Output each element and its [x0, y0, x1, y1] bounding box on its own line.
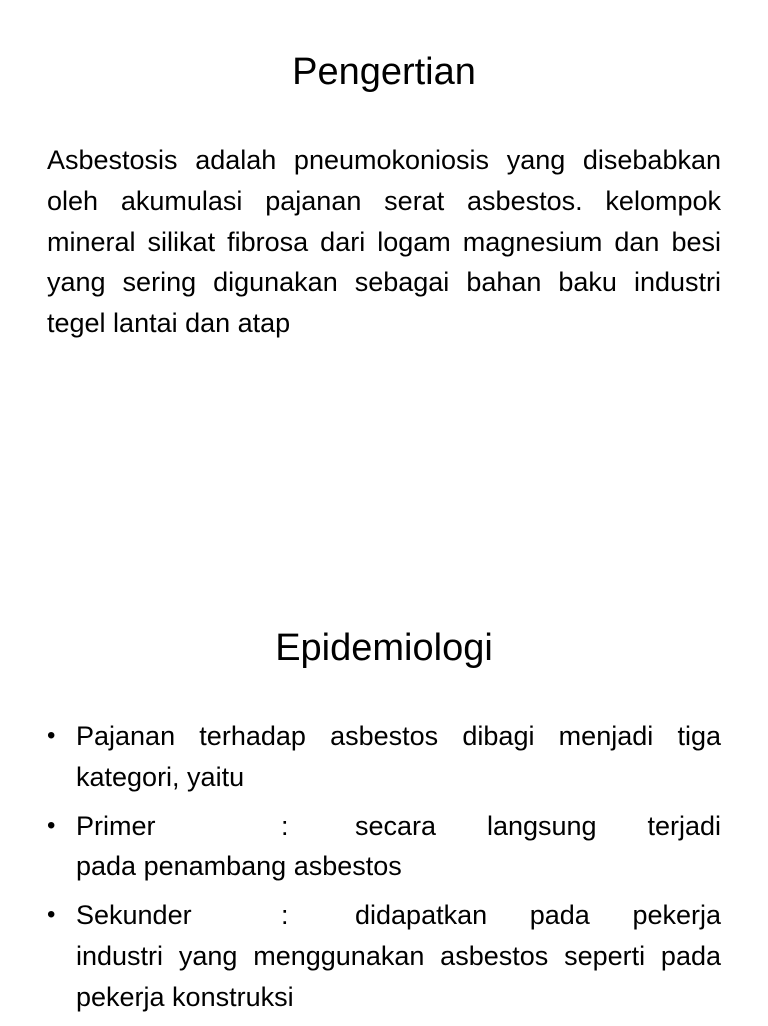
bullet-first-line-text: didapatkan pada pekerja	[355, 900, 721, 931]
bullet-icon: •	[47, 722, 56, 749]
definition-paragraph: Asbestosis adalah pneumokoniosis yang disebabkan oleh akumulasi pajanan serat asbestos. kelompok mineral silikat fibrosa dari logam magnesium dan besi yang sering digunakan sebagai bahan baku industri tegel lantai dan atap	[47, 145, 721, 339]
list-item	[47, 895, 721, 1017]
slide-epidemiologi	[0, 512, 768, 1024]
bullet-separator: :	[281, 900, 289, 931]
list-item	[47, 716, 721, 798]
slide-title: Epidemiologi	[275, 627, 493, 669]
bullet-term: Sekunder	[76, 900, 192, 931]
bullet-separator: :	[281, 810, 289, 841]
bullet-first-line	[76, 895, 721, 936]
bullet-continuation: pada penambang asbestos	[76, 851, 402, 882]
bullet-first-line	[76, 806, 721, 847]
bullet-icon: •	[47, 901, 56, 929]
bullet-text: Pajanan terhadap asbestos dibagi menjadi tiga kategori, yaitu	[76, 721, 721, 792]
bullet-term: Primer	[76, 810, 156, 841]
slide-pengertian	[0, 0, 768, 512]
bullet-icon: •	[47, 811, 56, 839]
bullet-continuation: industri yang menggunakan asbestos seperti pada pekerja konstruksi	[76, 940, 721, 1012]
slide-title: Pengertian	[292, 51, 476, 93]
bullet-list	[47, 716, 721, 1026]
list-item	[47, 806, 721, 888]
bullet-first-line-text: secara langsung terjadi	[355, 810, 721, 841]
